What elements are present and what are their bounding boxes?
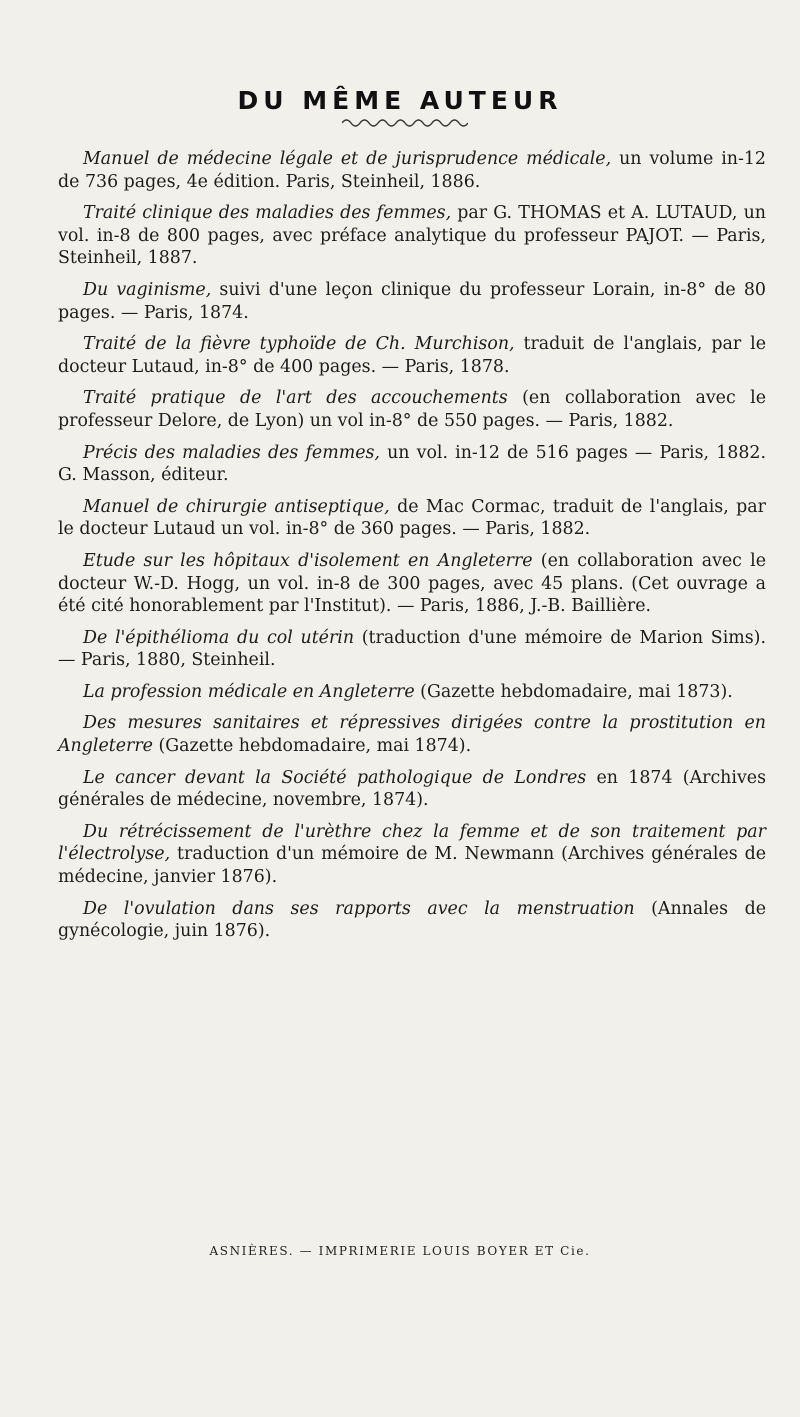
entry-details: (Annales de gynécologie, juin 1876). [58, 898, 766, 942]
entry-details: (Gazette hebdomadaire, mai 1873). [414, 681, 733, 702]
bibliography-entry [58, 681, 766, 704]
entry-title: De l'épithélioma du col utérin [83, 627, 355, 648]
entry-title: De l'ovulation dans ses rapports avec la menstruation [83, 898, 635, 919]
entry-details: un volume in-12 de 736 pages, 4e édition. Paris, Steinheil, 1886. [58, 149, 767, 192]
bibliography-entry [58, 279, 766, 324]
entry-title: Du vaginisme, [83, 279, 212, 300]
bibliography-entry [58, 333, 766, 378]
printer-imprint: ASNIÈRES. — IMPRIMERIE LOUIS BOYER ET Cie. [209, 1244, 591, 1258]
entry-title: Manuel de médecine légale et de jurisprudence médicale, [83, 149, 612, 169]
bibliography-list [58, 148, 766, 952]
entry-details: en 1874 (Archives générales de médecine, novembre, 1874). [58, 767, 766, 811]
bibliography-entry [58, 148, 766, 193]
bibliography-entry [58, 821, 766, 889]
bibliography-entry [58, 550, 766, 618]
bibliography-entry [58, 496, 766, 541]
wavy-rule-ornament [342, 116, 468, 130]
entry-details: de Mac Cormac, traduit de l'anglais, par le docteur Lutaud un vol. in-8° de 360 pages. — Paris, 1882. [58, 496, 766, 540]
entry-details: (en collaboration avec le docteur W.-D. Hogg, un vol. in-8 de 300 pages, avec 45 plans. (Cet ouvrage a été cité honorablement par l'Institut). — Paris, 1886, J.-B. Baillière. [58, 550, 766, 617]
entry-details: traduction d'un mémoire de M. Newmann (Archives générales de médecine, janvier 1876). [58, 844, 766, 888]
entry-title: La profession médicale en Angleterre [83, 681, 415, 702]
entry-details: (traduction d'une mémoire de Marion Sims). — Paris, 1880, Steinheil. [58, 627, 766, 671]
page-heading: DU MÊME AUTEUR [237, 86, 563, 115]
entry-details: traduit de l'anglais, par le docteur Lutaud, in-8° de 400 pages. — Paris, 1878. [58, 334, 766, 377]
bibliography-entry [58, 898, 766, 943]
entry-details: suivi d'une leçon clinique du professeur Lorain, in-8° de 80 pages. — Paris, 1874. [58, 279, 766, 323]
entry-title: Manuel de chirurgie antiseptique, [83, 496, 390, 517]
bibliography-entry [58, 627, 766, 672]
bibliography-entry [58, 712, 766, 757]
entry-details: (Gazette hebdomadaire, mai 1874). [152, 736, 472, 757]
entry-title: Traité clinique des maladies des femmes, [83, 203, 452, 224]
entry-title: Le cancer devant la Société pathologique de Londres [83, 767, 587, 788]
entry-title: Traité pratique de l'art des accouchements [83, 388, 508, 409]
entry-title: Traité de la fièvre typhoïde de Ch. Murchison, [83, 334, 515, 355]
entry-title: Des mesures sanitaires et répressives dirigées contre la prostitution en Angleterre [58, 713, 766, 757]
bibliography-entry [58, 387, 766, 432]
entry-details: par G. THOMAS et A. LUTAUD, un vol. in-8 de 800 pages, avec préface analytique du professeur PAJOT. — Paris, Steinheil, 1887. [58, 203, 766, 269]
bibliography-entry [58, 767, 766, 812]
bibliography-entry [58, 202, 766, 270]
bibliography-entry [58, 442, 766, 487]
entry-title: Etude sur les hôpitaux d'isolement en Angleterre [83, 550, 533, 571]
entry-details: (en collaboration avec le professeur Delore, de Lyon) un vol in-8° de 550 pages. — Paris, 1882. [58, 388, 766, 431]
entry-title: Du rétrécissement de l'urèthre chez la femme et de son traitement par l'électrolyse, [58, 821, 766, 865]
entry-details: un vol. in-12 de 516 pages — Paris, 1882. G. Masson, éditeur. [58, 442, 766, 486]
entry-title: Précis des maladies des femmes, [83, 442, 380, 463]
